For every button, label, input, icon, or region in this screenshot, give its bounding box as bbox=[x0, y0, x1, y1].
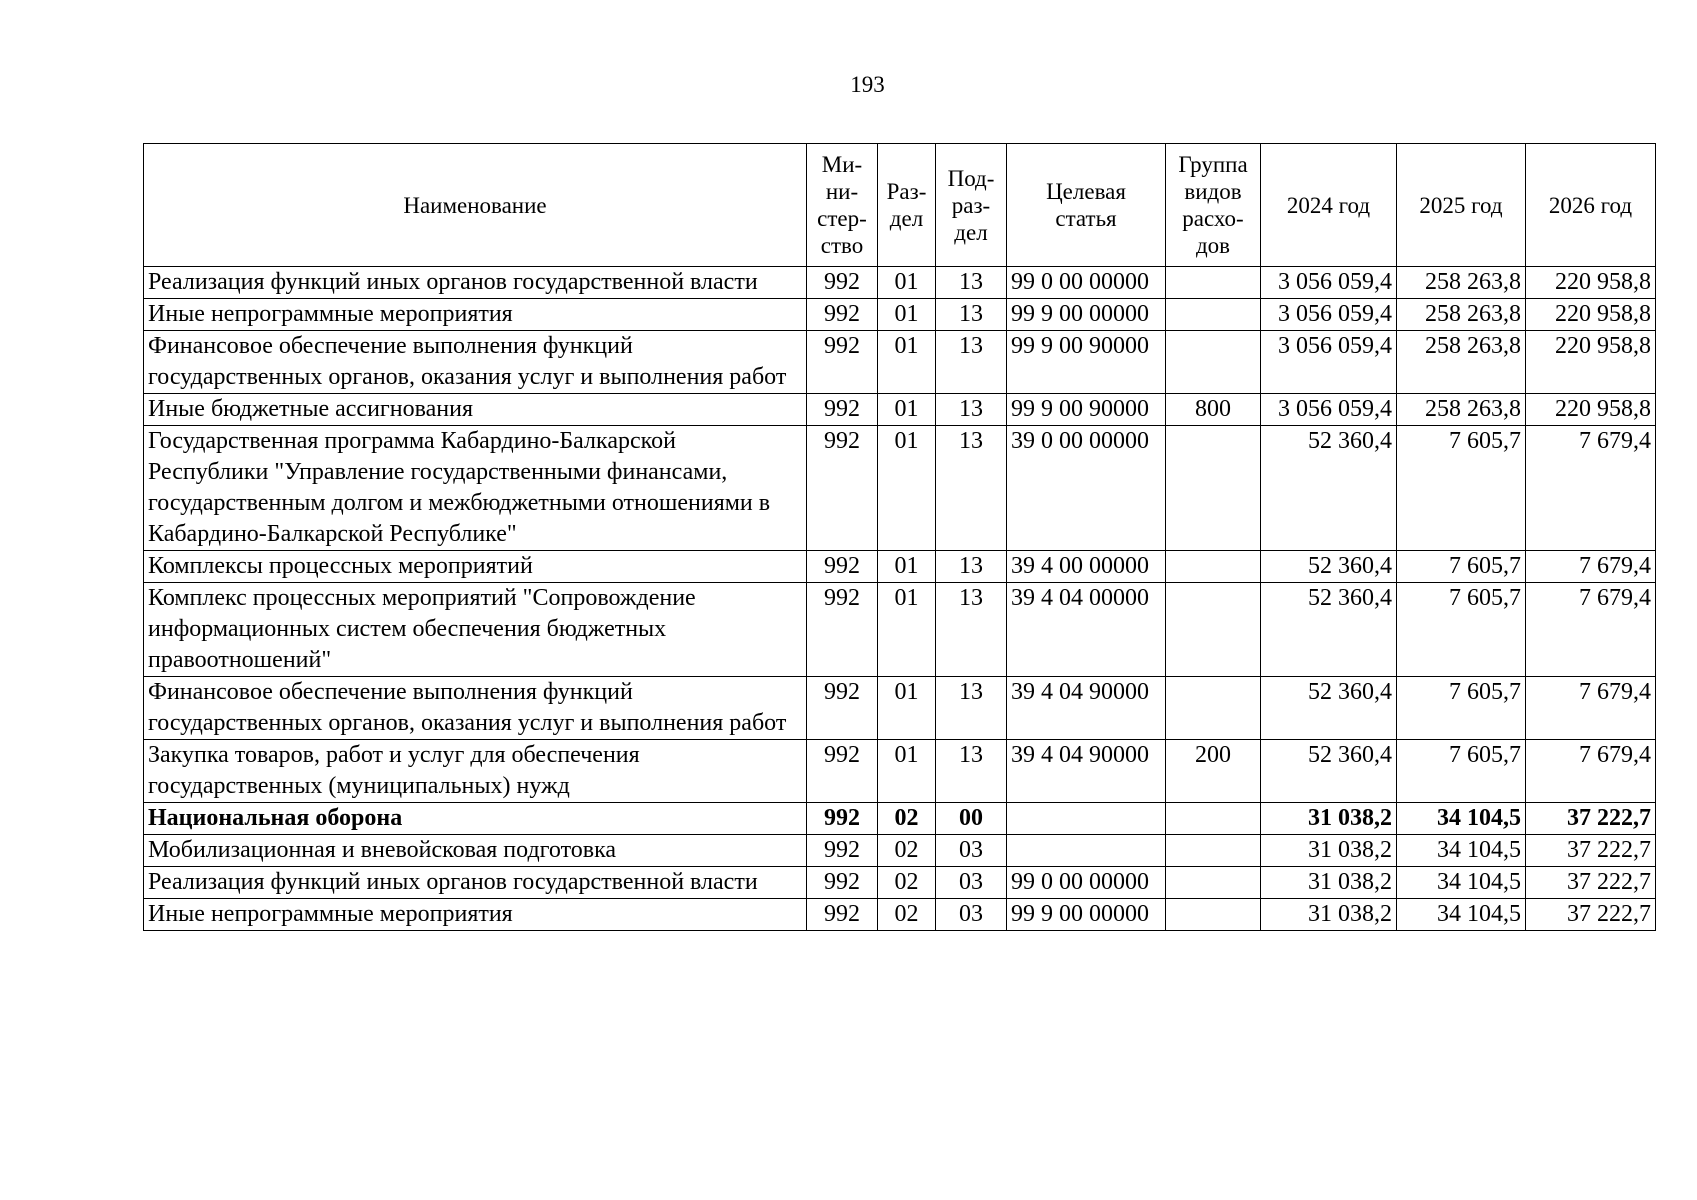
row-target-article-cell: 39 4 04 90000 bbox=[1007, 740, 1166, 803]
table-row bbox=[144, 426, 1656, 551]
row-2026-cell: 37 222,7 bbox=[1526, 835, 1656, 867]
row-2025-cell: 34 104,5 bbox=[1397, 803, 1526, 835]
row-section-cell: 02 bbox=[878, 835, 936, 867]
table-row bbox=[144, 867, 1656, 899]
row-expense-group-cell bbox=[1166, 583, 1261, 677]
row-2025-cell: 258 263,8 bbox=[1397, 267, 1526, 299]
row-target-article-cell: 99 0 00 00000 bbox=[1007, 267, 1166, 299]
row-section-cell: 02 bbox=[878, 899, 936, 931]
row-2025-cell: 34 104,5 bbox=[1397, 835, 1526, 867]
row-expense-group-cell: 800 bbox=[1166, 394, 1261, 426]
header-expense-group: Группа видов расхо- дов bbox=[1166, 144, 1261, 267]
row-2026-cell: 7 679,4 bbox=[1526, 740, 1656, 803]
row-ministry-cell: 992 bbox=[807, 835, 878, 867]
row-name-cell: Реализация функций иных органов государственной власти bbox=[144, 267, 807, 299]
row-2025-cell: 7 605,7 bbox=[1397, 583, 1526, 677]
row-2025-cell: 258 263,8 bbox=[1397, 299, 1526, 331]
row-2024-cell: 31 038,2 bbox=[1261, 835, 1397, 867]
row-2024-cell: 3 056 059,4 bbox=[1261, 331, 1397, 394]
row-target-article-cell: 99 0 00 00000 bbox=[1007, 867, 1166, 899]
row-2026-cell: 37 222,7 bbox=[1526, 867, 1656, 899]
row-2026-cell: 220 958,8 bbox=[1526, 299, 1656, 331]
row-name-cell: Национальная оборона bbox=[144, 803, 807, 835]
row-section-cell: 01 bbox=[878, 267, 936, 299]
row-subsection-cell: 13 bbox=[936, 426, 1007, 551]
row-2026-cell: 220 958,8 bbox=[1526, 394, 1656, 426]
row-ministry-cell: 992 bbox=[807, 331, 878, 394]
row-subsection-cell: 13 bbox=[936, 677, 1007, 740]
row-2024-cell: 52 360,4 bbox=[1261, 551, 1397, 583]
row-target-article-cell: 99 9 00 00000 bbox=[1007, 299, 1166, 331]
row-2024-cell: 31 038,2 bbox=[1261, 899, 1397, 931]
row-section-cell: 01 bbox=[878, 426, 936, 551]
row-2024-cell: 52 360,4 bbox=[1261, 426, 1397, 551]
table-row bbox=[144, 803, 1656, 835]
row-target-article-cell bbox=[1007, 803, 1166, 835]
row-name-cell: Финансовое обеспечение выполнения функций государственных органов, оказания услуг и выполнения работ bbox=[144, 677, 807, 740]
row-2026-cell: 220 958,8 bbox=[1526, 267, 1656, 299]
row-section-cell: 01 bbox=[878, 331, 936, 394]
row-subsection-cell: 03 bbox=[936, 867, 1007, 899]
header-section: Раз- дел bbox=[878, 144, 936, 267]
row-expense-group-cell: 200 bbox=[1166, 740, 1261, 803]
row-ministry-cell: 992 bbox=[807, 394, 878, 426]
row-name-cell: Государственная программа Кабардино-Балкарской Республики "Управление государственными финансами, государственным долгом и межбюджетными отношениями в Кабардино-Балкарской Республике" bbox=[144, 426, 807, 551]
row-2025-cell: 258 263,8 bbox=[1397, 331, 1526, 394]
row-ministry-cell: 992 bbox=[807, 677, 878, 740]
row-2024-cell: 52 360,4 bbox=[1261, 677, 1397, 740]
row-expense-group-cell bbox=[1166, 299, 1261, 331]
header-target-article: Целевая статья bbox=[1007, 144, 1166, 267]
row-2025-cell: 7 605,7 bbox=[1397, 426, 1526, 551]
table-row bbox=[144, 835, 1656, 867]
row-subsection-cell: 00 bbox=[936, 803, 1007, 835]
row-expense-group-cell bbox=[1166, 867, 1261, 899]
budget-table bbox=[143, 143, 1656, 931]
row-section-cell: 01 bbox=[878, 583, 936, 677]
row-2025-cell: 34 104,5 bbox=[1397, 867, 1526, 899]
row-2025-cell: 7 605,7 bbox=[1397, 677, 1526, 740]
row-subsection-cell: 13 bbox=[936, 394, 1007, 426]
row-name-cell: Иные непрограммные мероприятия bbox=[144, 299, 807, 331]
row-expense-group-cell bbox=[1166, 267, 1261, 299]
page-number: 193 bbox=[850, 72, 885, 97]
row-ministry-cell: 992 bbox=[807, 583, 878, 677]
row-name-cell: Иные непрограммные мероприятия bbox=[144, 899, 807, 931]
header-2026: 2026 год bbox=[1526, 144, 1656, 267]
header-subsection: Под- раз- дел bbox=[936, 144, 1007, 267]
row-ministry-cell: 992 bbox=[807, 299, 878, 331]
row-name-cell: Закупка товаров, работ и услуг для обеспечения государственных (муниципальных) нужд bbox=[144, 740, 807, 803]
row-2025-cell: 7 605,7 bbox=[1397, 551, 1526, 583]
row-target-article-cell bbox=[1007, 835, 1166, 867]
row-2026-cell: 220 958,8 bbox=[1526, 331, 1656, 394]
row-target-article-cell: 39 4 04 00000 bbox=[1007, 583, 1166, 677]
table-row bbox=[144, 677, 1656, 740]
row-ministry-cell: 992 bbox=[807, 267, 878, 299]
table-row bbox=[144, 299, 1656, 331]
row-section-cell: 01 bbox=[878, 394, 936, 426]
row-name-cell: Комплекс процессных мероприятий "Сопровождение информационных систем обеспечения бюджетных правоотношений" bbox=[144, 583, 807, 677]
table-header bbox=[144, 144, 1656, 267]
table-row bbox=[144, 899, 1656, 931]
row-section-cell: 01 bbox=[878, 299, 936, 331]
row-ministry-cell: 992 bbox=[807, 740, 878, 803]
row-expense-group-cell bbox=[1166, 426, 1261, 551]
row-2024-cell: 3 056 059,4 bbox=[1261, 299, 1397, 331]
row-2024-cell: 52 360,4 bbox=[1261, 583, 1397, 677]
row-ministry-cell: 992 bbox=[807, 426, 878, 551]
table-row bbox=[144, 331, 1656, 394]
row-name-cell: Реализация функций иных органов государственной власти bbox=[144, 867, 807, 899]
row-name-cell: Мобилизационная и вневойсковая подготовка bbox=[144, 835, 807, 867]
row-expense-group-cell bbox=[1166, 677, 1261, 740]
row-2025-cell: 34 104,5 bbox=[1397, 899, 1526, 931]
table-body bbox=[144, 267, 1656, 931]
row-section-cell: 02 bbox=[878, 803, 936, 835]
header-2025: 2025 год bbox=[1397, 144, 1526, 267]
row-2025-cell: 258 263,8 bbox=[1397, 394, 1526, 426]
row-2026-cell: 37 222,7 bbox=[1526, 803, 1656, 835]
row-target-article-cell: 39 0 00 00000 bbox=[1007, 426, 1166, 551]
row-subsection-cell: 13 bbox=[936, 551, 1007, 583]
row-section-cell: 02 bbox=[878, 867, 936, 899]
row-expense-group-cell bbox=[1166, 899, 1261, 931]
header-ministry: Ми- ни- стер- ство bbox=[807, 144, 878, 267]
row-target-article-cell: 39 4 04 90000 bbox=[1007, 677, 1166, 740]
row-ministry-cell: 992 bbox=[807, 803, 878, 835]
table-row bbox=[144, 740, 1656, 803]
table-row bbox=[144, 583, 1656, 677]
row-2024-cell: 52 360,4 bbox=[1261, 740, 1397, 803]
row-ministry-cell: 992 bbox=[807, 899, 878, 931]
row-2024-cell: 31 038,2 bbox=[1261, 867, 1397, 899]
row-2026-cell: 7 679,4 bbox=[1526, 583, 1656, 677]
row-subsection-cell: 03 bbox=[936, 835, 1007, 867]
row-2024-cell: 3 056 059,4 bbox=[1261, 394, 1397, 426]
row-expense-group-cell bbox=[1166, 835, 1261, 867]
row-expense-group-cell bbox=[1166, 331, 1261, 394]
header-2024: 2024 год bbox=[1261, 144, 1397, 267]
row-subsection-cell: 13 bbox=[936, 299, 1007, 331]
row-target-article-cell: 39 4 00 00000 bbox=[1007, 551, 1166, 583]
table-row bbox=[144, 394, 1656, 426]
row-name-cell: Иные бюджетные ассигнования bbox=[144, 394, 807, 426]
row-subsection-cell: 13 bbox=[936, 331, 1007, 394]
row-target-article-cell: 99 9 00 00000 bbox=[1007, 899, 1166, 931]
row-expense-group-cell bbox=[1166, 803, 1261, 835]
row-2025-cell: 7 605,7 bbox=[1397, 740, 1526, 803]
row-section-cell: 01 bbox=[878, 677, 936, 740]
row-target-article-cell: 99 9 00 90000 bbox=[1007, 331, 1166, 394]
row-target-article-cell: 99 9 00 90000 bbox=[1007, 394, 1166, 426]
row-2024-cell: 3 056 059,4 bbox=[1261, 267, 1397, 299]
row-subsection-cell: 03 bbox=[936, 899, 1007, 931]
row-2026-cell: 7 679,4 bbox=[1526, 551, 1656, 583]
table-row bbox=[144, 267, 1656, 299]
row-2024-cell: 31 038,2 bbox=[1261, 803, 1397, 835]
row-ministry-cell: 992 bbox=[807, 551, 878, 583]
row-2026-cell: 7 679,4 bbox=[1526, 426, 1656, 551]
row-ministry-cell: 992 bbox=[807, 867, 878, 899]
row-subsection-cell: 13 bbox=[936, 583, 1007, 677]
row-name-cell: Комплексы процессных мероприятий bbox=[144, 551, 807, 583]
row-expense-group-cell bbox=[1166, 551, 1261, 583]
row-section-cell: 01 bbox=[878, 551, 936, 583]
header-name: Наименование bbox=[144, 144, 807, 267]
row-2026-cell: 37 222,7 bbox=[1526, 899, 1656, 931]
row-subsection-cell: 13 bbox=[936, 740, 1007, 803]
table-row bbox=[144, 551, 1656, 583]
row-section-cell: 01 bbox=[878, 740, 936, 803]
row-subsection-cell: 13 bbox=[936, 267, 1007, 299]
row-name-cell: Финансовое обеспечение выполнения функций государственных органов, оказания услуг и выполнения работ bbox=[144, 331, 807, 394]
row-2026-cell: 7 679,4 bbox=[1526, 677, 1656, 740]
